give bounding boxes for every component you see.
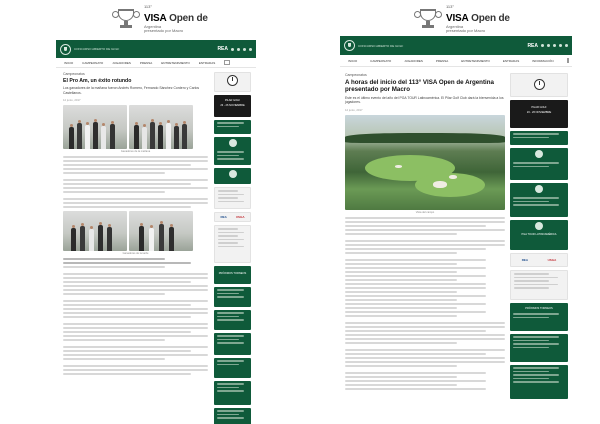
social-icon[interactable] bbox=[231, 48, 234, 51]
info-widget[interactable] bbox=[214, 225, 251, 263]
brand-logo[interactable] bbox=[414, 6, 510, 32]
site-header bbox=[56, 40, 256, 58]
nav-item-prensa[interactable]: PRENSA bbox=[435, 58, 449, 63]
site-tagline: CONCURSO ABIERTO DE GOLF bbox=[358, 43, 404, 48]
right-page bbox=[340, 0, 572, 418]
photo-row-1 bbox=[63, 105, 208, 149]
winners-photo[interactable] bbox=[129, 211, 193, 251]
article-right bbox=[345, 73, 505, 392]
article-body bbox=[63, 156, 208, 208]
article-title[interactable]: A horas del inicio del 113° VISA Open de Argentina presentado por Macro bbox=[345, 79, 494, 94]
nav-item-jugadores[interactable]: JUGADORES bbox=[404, 58, 423, 63]
social-icon[interactable] bbox=[547, 44, 550, 47]
winners-photo[interactable] bbox=[63, 211, 127, 251]
sponsor-logo[interactable]: USGA bbox=[547, 258, 557, 262]
trophy-icon bbox=[112, 9, 140, 29]
nav-item-campeonato[interactable]: CAMPEONATO bbox=[370, 58, 392, 63]
article-category[interactable]: Campeonatos bbox=[345, 73, 367, 77]
promo-banner[interactable] bbox=[510, 334, 568, 362]
clock-widget[interactable] bbox=[214, 72, 251, 92]
tickets-banner[interactable]: PRÓXIMOS TORNEOS bbox=[510, 303, 568, 331]
logo-icon[interactable] bbox=[60, 44, 71, 55]
social-icon[interactable] bbox=[559, 44, 562, 47]
article-title[interactable]: El Pro Am, un éxito rotundo bbox=[63, 78, 132, 84]
social-icon[interactable] bbox=[565, 44, 568, 47]
info-widget[interactable] bbox=[214, 187, 251, 209]
promo-banner[interactable] bbox=[510, 148, 568, 180]
trophy-icon bbox=[414, 9, 442, 29]
social-icon[interactable] bbox=[553, 44, 556, 47]
main-nav bbox=[340, 55, 572, 67]
sidebar-left bbox=[214, 72, 251, 415]
nav-item-informacion[interactable]: INFORMACIÓN bbox=[532, 58, 554, 63]
winners-photo[interactable] bbox=[63, 105, 127, 149]
article-date: 12 junio, 2017 bbox=[63, 98, 81, 103]
promo-banner[interactable] bbox=[214, 310, 251, 330]
calendar-icon[interactable] bbox=[224, 60, 230, 65]
event-banner[interactable]: PILAR GOLF 23 - 26 NOVIEMBRE bbox=[214, 95, 251, 117]
promo-banner[interactable] bbox=[510, 183, 568, 217]
article-lead: Los ganadores de la mañana fueron Andrés Romero, Fernando Sánchez Cordero y Carlos Castellanos. bbox=[63, 86, 200, 95]
promo-banner[interactable] bbox=[214, 287, 251, 307]
promo-banner[interactable] bbox=[214, 333, 251, 355]
golf-course-photo[interactable] bbox=[345, 115, 505, 210]
photo-caption: Ganadores de la tarde bbox=[122, 252, 149, 256]
nav-item-entradas[interactable]: ENTRADAS bbox=[198, 60, 216, 65]
article-date: 12 junio, 2017 bbox=[345, 108, 363, 113]
promo-banner[interactable] bbox=[214, 168, 251, 184]
left-page bbox=[56, 0, 256, 418]
sponsor-logos[interactable] bbox=[214, 212, 251, 222]
promo-banner[interactable] bbox=[510, 131, 568, 145]
sponsor-logos[interactable] bbox=[510, 253, 568, 267]
article-category[interactable]: Campeonatos bbox=[63, 72, 85, 76]
nav-item-prensa[interactable]: PRENSA bbox=[139, 60, 153, 65]
rea-logo[interactable]: REA bbox=[217, 46, 228, 52]
logo-icon[interactable] bbox=[344, 40, 355, 51]
promo-banner[interactable] bbox=[510, 365, 568, 399]
social-icon[interactable] bbox=[541, 44, 544, 47]
article-body bbox=[345, 217, 505, 390]
photo-row-2 bbox=[63, 211, 208, 251]
social-icon[interactable] bbox=[237, 48, 240, 51]
winners-photo[interactable] bbox=[129, 105, 193, 149]
brand-text: 113° VISA Open de Argentina presentado por Macro bbox=[446, 4, 510, 33]
brand-text: 113° VISA Open de Argentina presentado por Macro bbox=[144, 4, 208, 33]
sponsor-logo[interactable]: USGA bbox=[235, 215, 245, 219]
promo-banner[interactable] bbox=[214, 137, 251, 165]
clock-icon bbox=[534, 79, 545, 90]
event-banner[interactable]: PILAR GOLF 23 - 26 NOVIEMBRE bbox=[510, 100, 568, 128]
social-icon[interactable] bbox=[249, 48, 252, 51]
site-tagline: CONCURSO ABIERTO DE GOLF bbox=[74, 47, 120, 51]
sponsor-logo[interactable]: REA bbox=[220, 215, 227, 219]
nav-item-entretenimiento[interactable]: ENTRETENIMIENTO bbox=[161, 60, 190, 65]
sidebar-right bbox=[510, 73, 568, 416]
article-left bbox=[63, 72, 208, 377]
clock-icon bbox=[227, 75, 238, 86]
sponsor-logo[interactable]: REA bbox=[521, 258, 529, 262]
nav-item-entradas[interactable]: ENTRADAS bbox=[502, 58, 520, 63]
promo-banner[interactable] bbox=[214, 358, 251, 378]
tickets-banner[interactable]: PRÓXIMOS TORNEOS bbox=[214, 266, 251, 284]
nav-item-inicio[interactable]: INICIO bbox=[64, 60, 74, 65]
calendar-icon[interactable] bbox=[567, 58, 569, 63]
nav-item-campeonato[interactable]: CAMPEONATO bbox=[82, 60, 104, 65]
promo-banner[interactable] bbox=[214, 408, 251, 424]
article-body bbox=[63, 258, 208, 375]
site-header bbox=[340, 36, 572, 55]
nav-item-jugadores[interactable]: JUGADORES bbox=[112, 60, 131, 65]
social-icon[interactable] bbox=[243, 48, 246, 51]
nav-item-entretenimiento[interactable]: ENTRETENIMIENTO bbox=[461, 58, 490, 63]
nav-item-inicio[interactable]: INICIO bbox=[348, 58, 358, 63]
promo-banner[interactable] bbox=[214, 120, 251, 134]
tour-banner[interactable]: PGA TOUR LATINOAMÉRICA bbox=[510, 220, 568, 250]
clock-widget[interactable] bbox=[510, 73, 568, 97]
photo-caption: Ganadores de la mañana bbox=[120, 150, 151, 154]
info-widget[interactable] bbox=[510, 270, 568, 300]
main-nav bbox=[56, 58, 256, 68]
promo-banner[interactable] bbox=[214, 381, 251, 405]
brand-logo[interactable] bbox=[112, 6, 208, 32]
rea-logo[interactable]: REA bbox=[527, 42, 538, 49]
article-lead: Este es el último evento del año del PGA TOUR Latinoamérica. El Pilar Golf Club dará la bienvenida a los jugadores. bbox=[345, 95, 504, 105]
photo-caption: Vista del campo bbox=[415, 211, 435, 215]
